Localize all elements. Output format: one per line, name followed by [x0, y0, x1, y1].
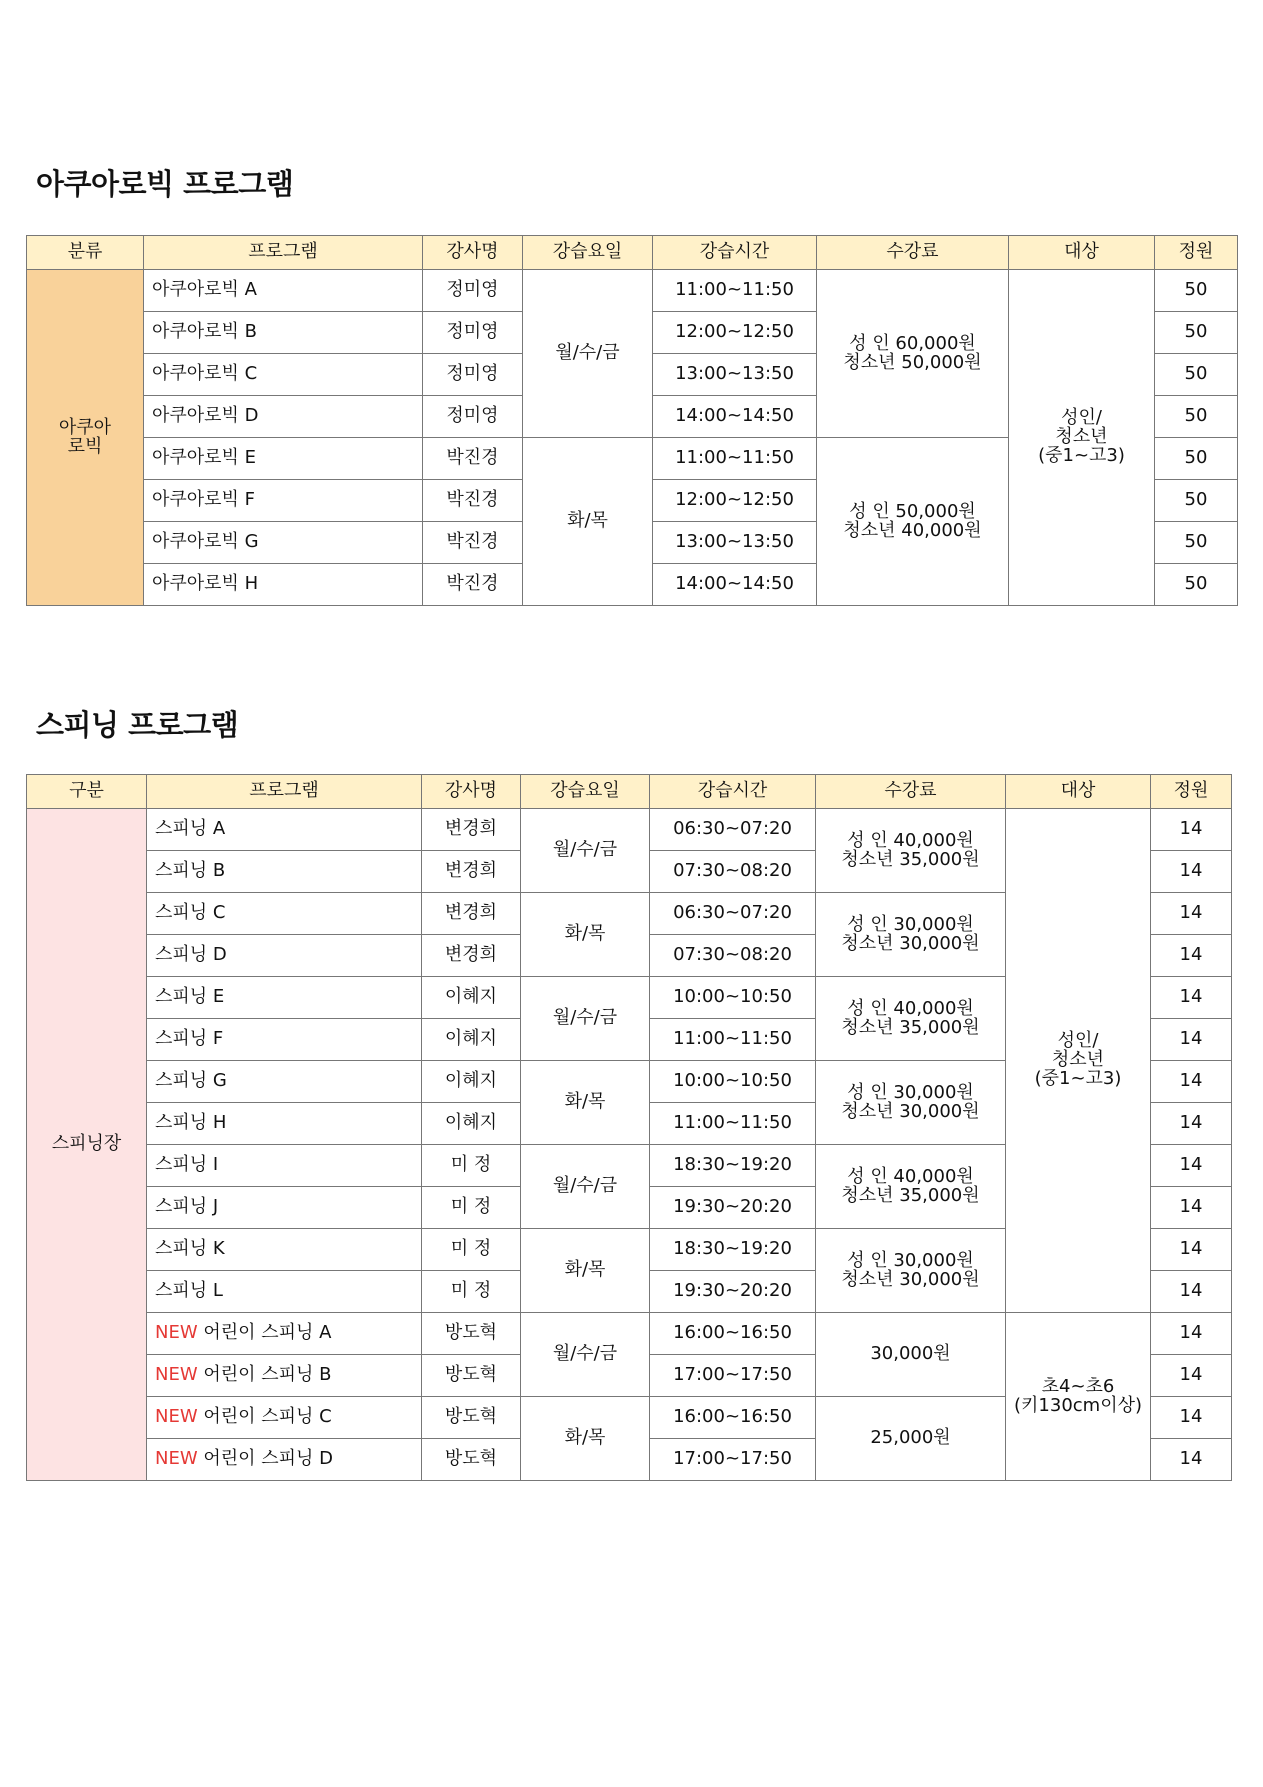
table-row: [27, 270, 1238, 312]
capacity-cell: 50: [1155, 396, 1238, 438]
capacity-cell: 14: [1151, 1061, 1232, 1103]
time-cell: 12:00~12:50: [653, 480, 817, 522]
fee-cell: 성 인 60,000원 청소년 50,000원: [817, 270, 1009, 438]
program-name: 스피닝 B: [147, 851, 422, 893]
category-cell: 아쿠아 로빅: [27, 270, 144, 606]
instructor-name: 박진경: [423, 438, 523, 480]
program-label: 어린이 스피닝 A: [197, 1322, 332, 1344]
program-name: 스피닝 A: [147, 809, 422, 851]
instructor-name: 박진경: [423, 522, 523, 564]
category-cell: 스피닝장: [27, 809, 147, 1481]
program-name: 스피닝 H: [147, 1103, 422, 1145]
program-name: 스피닝 G: [147, 1061, 422, 1103]
program-name: 아쿠아로빅 D: [144, 396, 423, 438]
capacity-cell: 14: [1151, 1439, 1232, 1481]
program-name: 스피닝 J: [147, 1187, 422, 1229]
days-cell: 화/목: [523, 438, 653, 606]
capacity-cell: 14: [1151, 1187, 1232, 1229]
capacity-cell: 50: [1155, 270, 1238, 312]
header-fee: 수강료: [817, 236, 1009, 270]
program-name: 아쿠아로빅 H: [144, 564, 423, 606]
header-target: 대상: [1009, 236, 1155, 270]
new-badge: NEW: [155, 1406, 198, 1428]
capacity-cell: 14: [1151, 809, 1232, 851]
instructor-name: 박진경: [423, 480, 523, 522]
target-cell: 초4~초6 (키130cm이상): [1006, 1313, 1151, 1481]
header-category: 분류: [27, 236, 144, 270]
header-program: 프로그램: [147, 775, 422, 809]
target-cell: 성인/ 청소년 (중1~고3): [1009, 270, 1155, 606]
header-instructor: 강사명: [422, 775, 521, 809]
fee-cell: 30,000원: [816, 1313, 1006, 1397]
instructor-name: 미 정: [422, 1271, 521, 1313]
header-days: 강습요일: [523, 236, 653, 270]
time-cell: 13:00~13:50: [653, 522, 817, 564]
fee-cell: 성 인 40,000원 청소년 35,000원: [816, 809, 1006, 893]
fee-cell: 성 인 40,000원 청소년 35,000원: [816, 977, 1006, 1061]
new-badge: NEW: [155, 1364, 198, 1386]
program-name: 스피닝 I: [147, 1145, 422, 1187]
capacity-cell: 50: [1155, 312, 1238, 354]
fee-cell: 성 인 30,000원 청소년 30,000원: [816, 893, 1006, 977]
capacity-cell: 14: [1151, 1355, 1232, 1397]
time-cell: 06:30~07:20: [650, 809, 816, 851]
time-cell: 14:00~14:50: [653, 564, 817, 606]
program-label: 어린이 스피닝 C: [197, 1406, 332, 1428]
capacity-cell: 14: [1151, 977, 1232, 1019]
header-capacity: 정원: [1155, 236, 1238, 270]
instructor-name: 이혜지: [422, 977, 521, 1019]
program-name: 아쿠아로빅 E: [144, 438, 423, 480]
time-cell: 19:30~20:20: [650, 1271, 816, 1313]
new-badge: NEW: [155, 1322, 198, 1344]
spin-schedule-table: [26, 774, 1232, 1481]
time-cell: 17:00~17:50: [650, 1355, 816, 1397]
fee-cell: 25,000원: [816, 1397, 1006, 1481]
capacity-cell: 14: [1151, 1103, 1232, 1145]
program-name: 스피닝 F: [147, 1019, 422, 1061]
days-cell: 월/수/금: [521, 1145, 650, 1229]
days-cell: 월/수/금: [523, 270, 653, 438]
time-cell: 10:00~10:50: [650, 1061, 816, 1103]
instructor-name: 이혜지: [422, 1019, 521, 1061]
instructor-name: 정미영: [423, 396, 523, 438]
instructor-name: 변경희: [422, 893, 521, 935]
capacity-cell: 14: [1151, 1397, 1232, 1439]
instructor-name: 이혜지: [422, 1103, 521, 1145]
time-cell: 17:00~17:50: [650, 1439, 816, 1481]
fee-cell: 성 인 50,000원 청소년 40,000원: [817, 438, 1009, 606]
days-cell: 월/수/금: [521, 977, 650, 1061]
fee-cell: 성 인 30,000원 청소년 30,000원: [816, 1229, 1006, 1313]
new-badge: NEW: [155, 1448, 198, 1470]
instructor-name: 박진경: [423, 564, 523, 606]
program-label: 어린이 스피닝 D: [197, 1448, 333, 1470]
capacity-cell: 14: [1151, 1271, 1232, 1313]
program-name: 아쿠아로빅 B: [144, 312, 423, 354]
instructor-name: 정미영: [423, 270, 523, 312]
time-cell: 16:00~16:50: [650, 1313, 816, 1355]
fee-cell: 성 인 30,000원 청소년 30,000원: [816, 1061, 1006, 1145]
capacity-cell: 14: [1151, 1145, 1232, 1187]
program-name: [147, 1313, 422, 1355]
program-name: 아쿠아로빅 G: [144, 522, 423, 564]
instructor-name: 미 정: [422, 1187, 521, 1229]
header-fee: 수강료: [816, 775, 1006, 809]
time-cell: 14:00~14:50: [653, 396, 817, 438]
time-cell: 11:00~11:50: [650, 1019, 816, 1061]
time-cell: 06:30~07:20: [650, 893, 816, 935]
time-cell: 13:00~13:50: [653, 354, 817, 396]
capacity-cell: 50: [1155, 564, 1238, 606]
instructor-name: 방도혁: [422, 1397, 521, 1439]
program-name: 스피닝 E: [147, 977, 422, 1019]
time-cell: 18:30~19:20: [650, 1145, 816, 1187]
time-cell: 11:00~11:50: [650, 1103, 816, 1145]
instructor-name: 변경희: [422, 851, 521, 893]
time-cell: 12:00~12:50: [653, 312, 817, 354]
capacity-cell: 14: [1151, 935, 1232, 977]
instructor-name: 방도혁: [422, 1439, 521, 1481]
header-days: 강습요일: [521, 775, 650, 809]
program-name: 스피닝 D: [147, 935, 422, 977]
header-time: 강습시간: [653, 236, 817, 270]
target-cell: 성인/ 청소년 (중1~고3): [1006, 809, 1151, 1313]
days-cell: 화/목: [521, 1229, 650, 1313]
aqua-schedule-table: [26, 235, 1238, 606]
table-header-row: [27, 236, 1238, 270]
time-cell: 19:30~20:20: [650, 1187, 816, 1229]
capacity-cell: 50: [1155, 354, 1238, 396]
instructor-name: 미 정: [422, 1145, 521, 1187]
capacity-cell: 14: [1151, 1019, 1232, 1061]
aqua-section-title: 아쿠아로빅 프로그램: [36, 167, 294, 201]
time-cell: 07:30~08:20: [650, 851, 816, 893]
instructor-name: 정미영: [423, 312, 523, 354]
table-row: [27, 1313, 1232, 1355]
program-name: 스피닝 K: [147, 1229, 422, 1271]
days-cell: 화/목: [521, 1397, 650, 1481]
header-program: 프로그램: [144, 236, 423, 270]
instructor-name: 미 정: [422, 1229, 521, 1271]
instructor-name: 방도혁: [422, 1313, 521, 1355]
time-cell: 10:00~10:50: [650, 977, 816, 1019]
capacity-cell: 14: [1151, 1313, 1232, 1355]
program-name: 스피닝 L: [147, 1271, 422, 1313]
header-category: 구분: [27, 775, 147, 809]
capacity-cell: 14: [1151, 851, 1232, 893]
header-target: 대상: [1006, 775, 1151, 809]
header-time: 강습시간: [650, 775, 816, 809]
time-cell: 16:00~16:50: [650, 1397, 816, 1439]
program-name: [147, 1439, 422, 1481]
instructor-name: 정미영: [423, 354, 523, 396]
program-name: [147, 1355, 422, 1397]
fee-cell: 성 인 40,000원 청소년 35,000원: [816, 1145, 1006, 1229]
instructor-name: 변경희: [422, 935, 521, 977]
capacity-cell: 14: [1151, 893, 1232, 935]
table-header-row: [27, 775, 1232, 809]
program-name: 아쿠아로빅 C: [144, 354, 423, 396]
header-capacity: 정원: [1151, 775, 1232, 809]
program-name: 아쿠아로빅 F: [144, 480, 423, 522]
instructor-name: 변경희: [422, 809, 521, 851]
capacity-cell: 50: [1155, 438, 1238, 480]
spin-section-title: 스피닝 프로그램: [36, 708, 239, 742]
capacity-cell: 50: [1155, 480, 1238, 522]
days-cell: 월/수/금: [521, 809, 650, 893]
instructor-name: 방도혁: [422, 1355, 521, 1397]
days-cell: 월/수/금: [521, 1313, 650, 1397]
capacity-cell: 50: [1155, 522, 1238, 564]
header-instructor: 강사명: [423, 236, 523, 270]
days-cell: 화/목: [521, 893, 650, 977]
capacity-cell: 14: [1151, 1229, 1232, 1271]
time-cell: 07:30~08:20: [650, 935, 816, 977]
program-name: [147, 1397, 422, 1439]
days-cell: 화/목: [521, 1061, 650, 1145]
instructor-name: 이혜지: [422, 1061, 521, 1103]
time-cell: 11:00~11:50: [653, 438, 817, 480]
program-label: 어린이 스피닝 B: [197, 1364, 332, 1386]
program-name: 스피닝 C: [147, 893, 422, 935]
time-cell: 18:30~19:20: [650, 1229, 816, 1271]
table-row: [27, 809, 1232, 851]
time-cell: 11:00~11:50: [653, 270, 817, 312]
program-name: 아쿠아로빅 A: [144, 270, 423, 312]
